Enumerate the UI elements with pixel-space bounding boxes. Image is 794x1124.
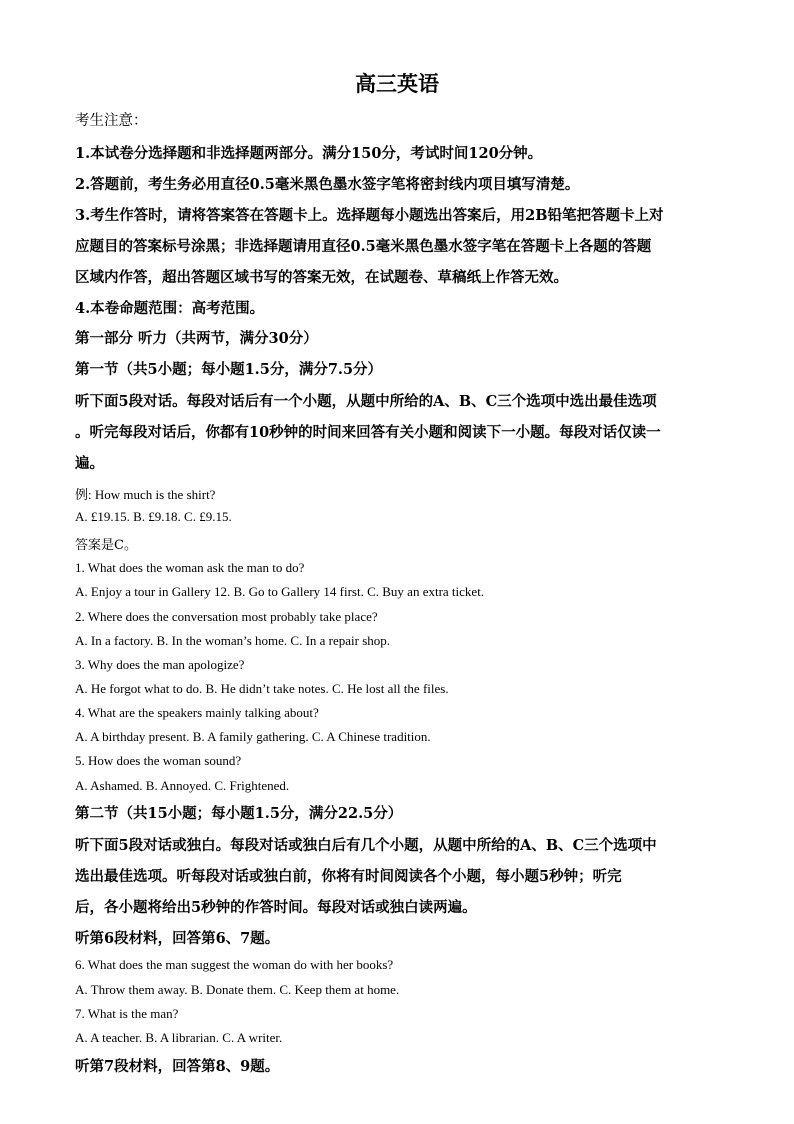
question-2: 2. Where does the conversation most probably take place?: [75, 609, 378, 624]
section-1-instruction-line-1: 听下面5段对话。每段对话后有一个小题，从题中所给的A、B、C三个选项中选出最佳选项: [75, 393, 657, 410]
question-1: 1. What does the woman ask the man to do?: [75, 560, 305, 575]
section-2-instruction-line-2: 选出最佳选项。听每段对话或独白前，你将有时间阅读各个小题，每小题5秒钟；听完: [75, 868, 622, 885]
question-4: 4. What are the speakers mainly talking about?: [75, 705, 319, 720]
question-7-options: A. A teacher. B. A librarian. C. A writer.: [75, 1030, 283, 1045]
notice-item-3-line-1: 3.考生作答时，请将答案答在答题卡上。选择题每小题选出答案后，用2B铅笔把答题卡上对: [75, 207, 664, 224]
part-1-heading: 第一部分 听力（共两节，满分30分）: [75, 330, 318, 347]
question-5: 5. How does the woman sound?: [75, 753, 242, 768]
question-7: 7. What is the man?: [75, 1006, 179, 1021]
question-3: 3. Why does the man apologize?: [75, 657, 245, 672]
question-5-options: A. Ashamed. B. Annoyed. C. Frightened.: [75, 778, 290, 793]
question-2-options: A. In a factory. B. In the woman’s home. C. In a repair shop.: [75, 633, 391, 648]
section-2-instruction-line-3: 后，各小题将给出5秒钟的作答时间。每段对话或独白读两遍。: [75, 899, 477, 916]
dialog-6-heading: 听第6段材料，回答第6、7题。: [75, 930, 280, 947]
example-options: A. £19.15. B. £9.18. C. £9.15.: [75, 509, 232, 524]
page-title: 高三英语: [355, 71, 439, 96]
notice-item-3-line-3: 区域内作答，超出答题区域书写的答案无效，在试题卷、草稿纸上作答无效。: [75, 269, 568, 286]
section-1-instruction-line-2: 。听完每段对话后，你都有10秒钟的时间来回答有关小题和阅读下一小题。每段对话仅读一: [75, 424, 661, 441]
notice-item-1: 1.本试卷分选择题和非选择题两部分。满分150分，考试时间120分钟。: [75, 145, 543, 162]
question-4-options: A. A birthday present. B. A family gathering. C. A Chinese tradition.: [75, 729, 431, 744]
notice-item-2: 2.答题前，考生务必用直径0.5毫米黑色墨水签字笔将密封线内项目填写清楚。: [75, 176, 580, 193]
section-1-heading: 第一节（共5小题；每小题1.5分，满分7.5分）: [75, 361, 383, 378]
example-question: 例: How much is the shirt?: [75, 487, 216, 502]
notice-item-4: 4.本卷命题范围：高考范围。: [75, 300, 265, 317]
section-1-instruction-line-3: 遍。: [75, 455, 104, 472]
question-6: 6. What does the man suggest the woman do with her books?: [75, 957, 394, 972]
question-1-options: A. Enjoy a tour in Gallery 12. B. Go to Gallery 14 first. C. Buy an extra ticket.: [75, 584, 485, 599]
dialog-7-heading: 听第7段材料，回答第8、9题。: [75, 1058, 280, 1075]
notice-heading: 考生注意：: [75, 113, 148, 129]
section-2-instruction-line-1: 听下面5段对话或独白。每段对话或独白后有几个小题，从题中所给的A、B、C三个选项中: [75, 837, 657, 854]
notice-item-3-line-2: 应题目的答案标号涂黑；非选择题请用直径0.5毫米黑色墨水签字笔在答题卡上各题的答题: [75, 238, 652, 255]
question-3-options: A. He forgot what to do. B. He didn’t take notes. C. He lost all the files.: [75, 681, 449, 696]
section-2-heading: 第二节（共15小题；每小题1.5分，满分22.5分）: [75, 805, 403, 822]
question-6-options: A. Throw them away. B. Donate them. C. Keep them at home.: [75, 982, 400, 997]
example-answer: 答案是C。: [75, 538, 137, 553]
